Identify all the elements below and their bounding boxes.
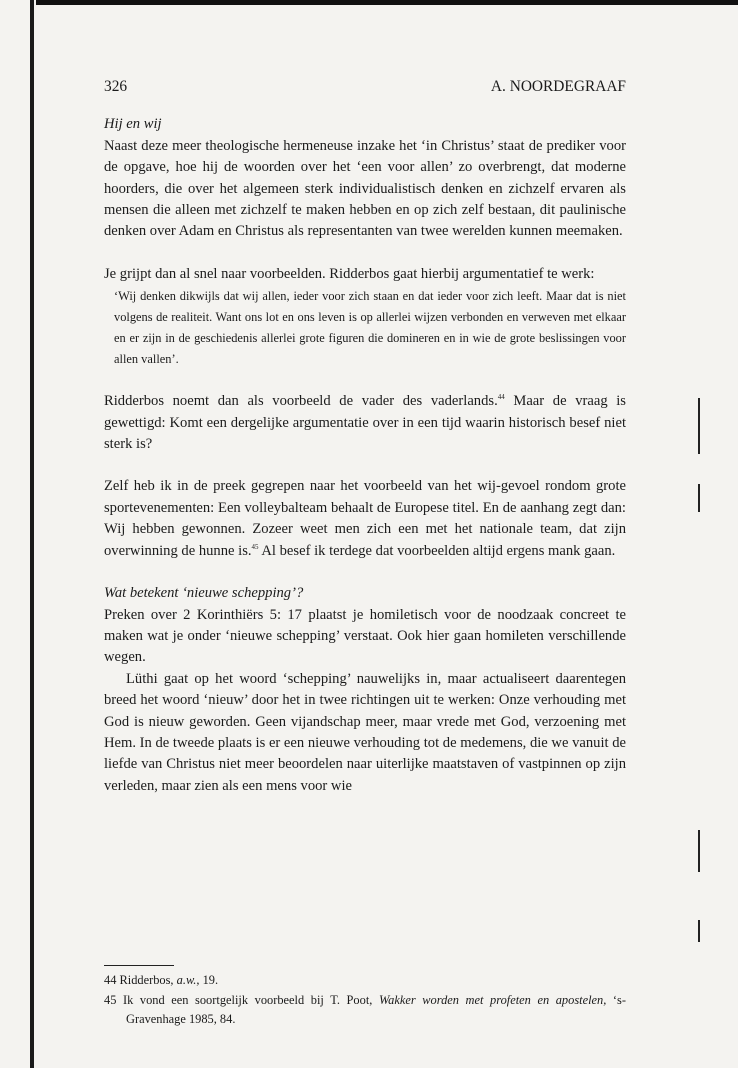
footnote-number: 44 (104, 973, 117, 988)
paragraph: Naast deze meer theologische hermeneuse inzake het ‘in Christus’ staat de prediker voor de opgave, hoe hij de woorden over het ‘een voor allen’ zo overbrengt, dat moderne hoorders, die over het algemeen sterk individualistisch denken en zichzelf ervaren als mensen die alleen met zichzelf te maken hebben en op zich zelf bestaan, dit paulinische denken over Adam en Christus als representanten van twee werelden kunnen meemaken. (104, 137, 626, 240)
block-quote: ‘Wij denken dikwijls dat wij allen, ieder voor zich staan en dat ieder voor zich leeft. Maar dat is niet volgens de realiteit. Want ons lot en ons leven is op allerlei wijzen verbonden en verweven met elkaar en er zijn in de geschiedenis allerlei grote figuren die domineren en in wie de grote beslissingen voor allen vallen’. (114, 289, 626, 367)
scan-margin-mark (698, 920, 700, 942)
footnote-45 (104, 991, 626, 1030)
paragraph-text: Maar de vraag is gewettigd: Komt een dergelijke argumentatie over in een tijd waarin historisch besef niet sterk is? (104, 393, 626, 453)
scan-margin-mark (698, 398, 700, 454)
footnote-text: 19. (199, 973, 219, 988)
footnote-text: ‘s- Gravenhage 1985, 84. (126, 992, 626, 1027)
paragraph: Je grijpt dan al snel naar voorbeelden. Ridderbos gaat hierbij argumentatief te werk: (104, 265, 595, 282)
scan-margin-mark (698, 484, 700, 512)
footnote-number: 45 (104, 992, 117, 1007)
paragraph (104, 391, 626, 455)
running-header (104, 76, 626, 97)
scan-border-left (30, 0, 34, 1068)
footnote-text: Ik vond een soortgelijk voorbeeld bij T. Poot, (122, 992, 373, 1007)
paragraph (104, 476, 626, 562)
footnote-ref-abbrev: a.w., (176, 973, 200, 988)
footnote-44 (104, 971, 626, 991)
scan-border-top (36, 0, 738, 5)
footnote-ref[interactable]: 45 (251, 542, 259, 551)
book-page (104, 76, 626, 1030)
paragraph-text: Ridderbos noemt dan als voorbeeld de vader des vaderlands. (104, 393, 498, 410)
paragraph: Lüthi gaat op het woord ‘schepping’ nauwelijks in, maar actualiseert daarentegen breed het woord ‘nieuw’ door het in twee richtingen uit te werken: Onze verhouding met God is nieuw geworden. Geen vijandschap meer, maar vrede met God, verzoening met Hem. In de tweede plaats is er een nieuwe verhouding tot de medemens, die we vanuit de liefde van Christus niet meer beoordelen naar uiterlijke maatstaven of vastpinnen op zijn verleden, maar zien als een mens voor wie (104, 670, 626, 794)
paragraph: Preken over 2 Korinthiërs 5: 17 plaatst je homiletisch voor de noodzaak concreet te maken wat je onder ‘nieuwe schepping’ verstaat. Ook hier gaan homileten verschillende wegen. (104, 606, 626, 666)
page-number: 326 (104, 78, 128, 95)
section-heading-nieuwe-schepping: Wat betekent ‘nieuwe schepping’? (104, 585, 304, 602)
footnote-rule (104, 965, 174, 966)
section-heading-hij-en-wij: Hij en wij (104, 116, 162, 133)
footnote-book-title: Wakker worden met profeten en apostelen, (378, 992, 607, 1007)
running-author: A. NOORDEGRAAF (490, 78, 626, 95)
paragraph-text: Zelf heb ik in de preek gegrepen naar het voorbeeld van het wij-gevoel rondom grote sportevenementen: Een volleybalteam behaalt de Europese titel. En de aanhang zegt dan: Wij hebben gewonnen. Zozeer weet men zich een met het nationale team, dat zijn overwinning de hunne is. (104, 478, 626, 559)
footnote-ref[interactable]: 44 (497, 393, 505, 402)
paragraph-text: Al besef ik terdege dat voorbeelden altijd ergens mank gaan. (258, 542, 616, 559)
scan-margin-mark (698, 830, 700, 872)
footnote-text: Ridderbos, (119, 973, 174, 988)
